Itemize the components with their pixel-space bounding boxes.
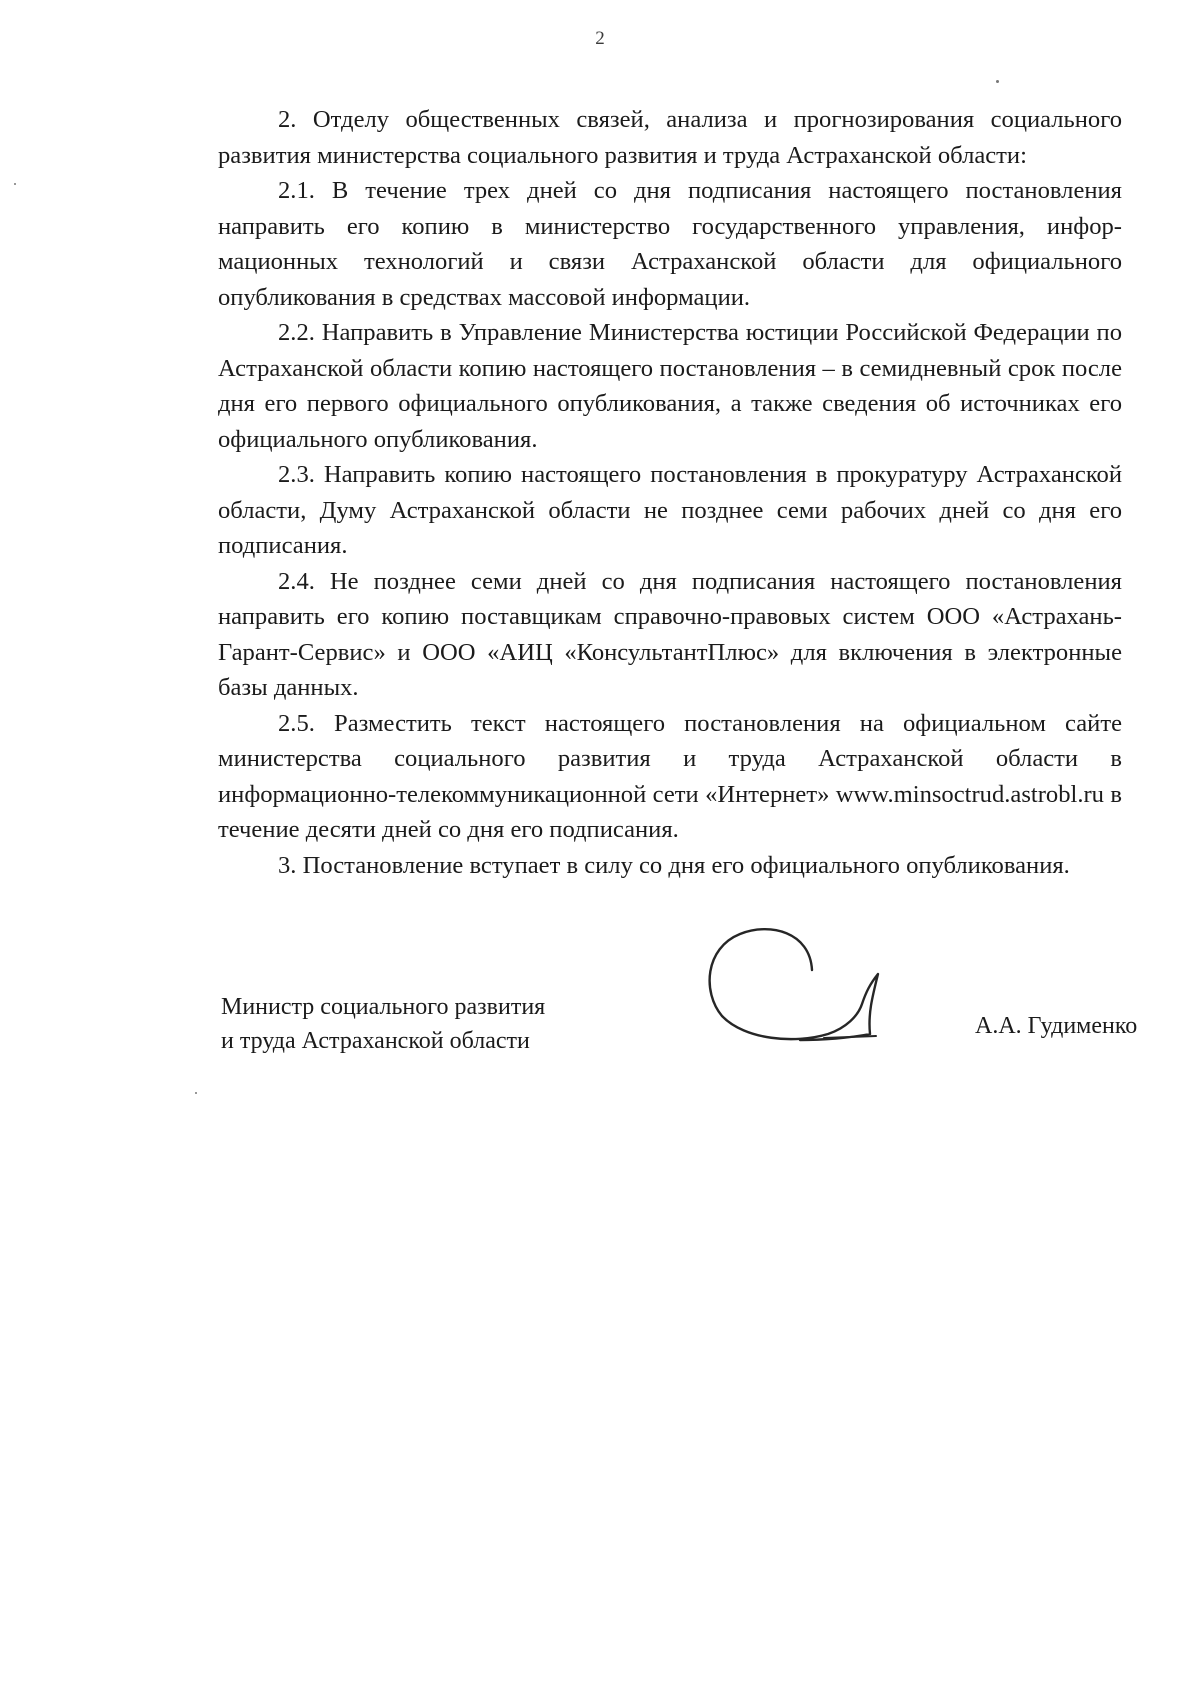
signatory-position-line-1: Министр социального развития — [221, 994, 546, 1020]
paragraph-2-1: 2.1. В течение трех дней со дня подписания настоящего постановления направить его копию в министерство государственного управления, информационных технологий и связи Астраханской области для официального опубликования в средствах массовой информации. — [218, 177, 1122, 311]
document-body — [218, 102, 1122, 883]
scan-speck — [195, 1092, 197, 1094]
paragraph-2-2: 2.2. Направить в Управление Министерства юстиции Российской Федерации по Астраханской области копию настоящего постановления – в семидневный срок после дня его первого официального опубликования, а также сведения об источниках его официального опубликования. — [218, 319, 1122, 453]
scan-speck — [996, 80, 999, 83]
scan-speck — [14, 183, 16, 185]
handwritten-signature — [700, 912, 910, 1062]
signatory-position-line-2: и труда Астраханской области — [221, 1028, 530, 1054]
paragraph-2-5: 2.5. Разместить текст настоящего постановления на официальном сайте министерства социального развития и труда Астраханской области в информационно-телекоммуникационной сети «Интернет» www.minsoctrud.astrobl.ru в течение десяти дней со дня его подписания. — [218, 709, 1122, 843]
paragraph-2-3: 2.3. Направить копию настоящего постановления в прокуратуру Астраханской области, Думу Астраханской области не позднее семи рабочих дней со дня его подписания. — [218, 461, 1122, 559]
signatory-position — [221, 990, 545, 1058]
page-number: 2 — [595, 28, 605, 49]
paragraph-2: 2. Отделу общественных связей, анализа и прогнозирования социального развития министерства социального развития и труда Астраханской области: — [218, 106, 1122, 169]
signatory-name: А.А. Гудименко — [975, 1013, 1138, 1039]
paragraph-3: 3. Постановление вступает в силу со дня его официального опубликования. — [278, 851, 1070, 879]
paragraph-2-4: 2.4. Не позднее семи дней со дня подписания настоящего постановления направить его копию поставщикам справочно-правовых систем ООО «Астрахань-Гарант-Сервис» и ООО «АИЦ «КонсультантПлюс» для включения в электронные базы данных. — [218, 567, 1122, 701]
